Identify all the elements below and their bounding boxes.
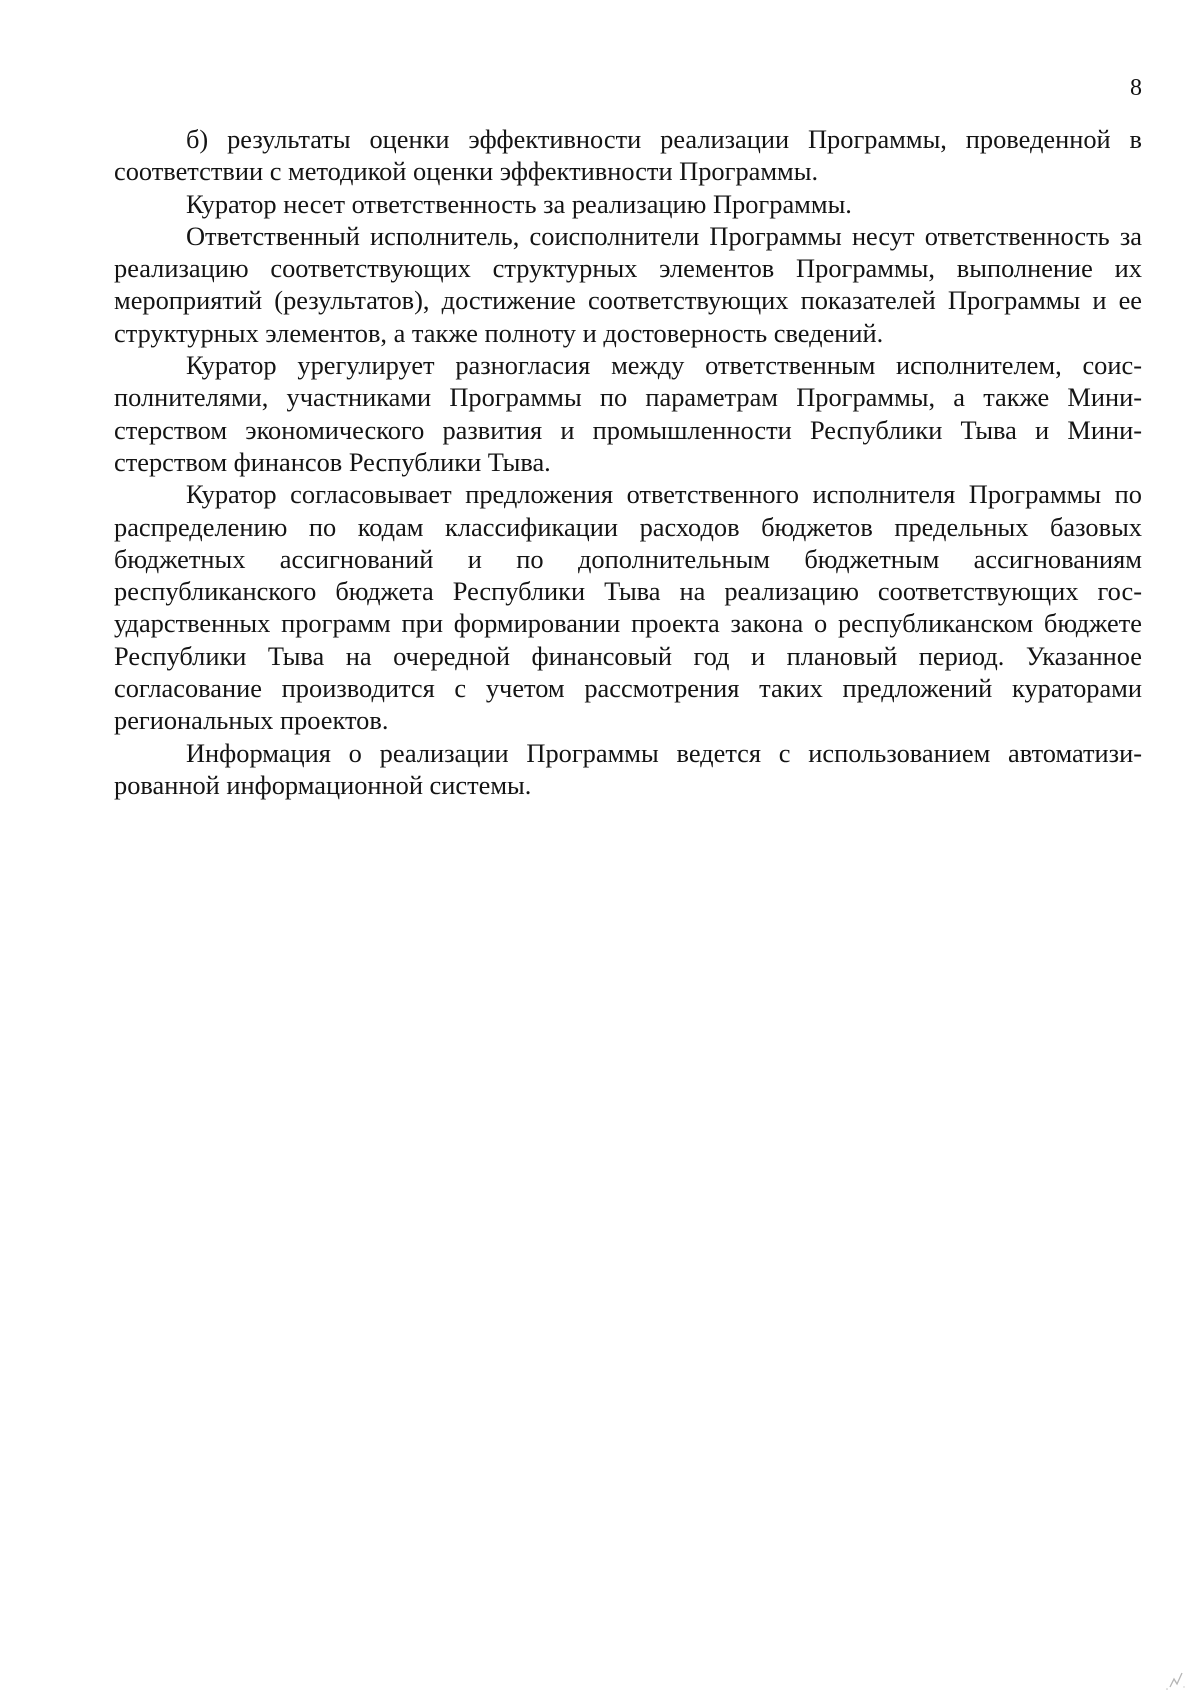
paragraph-curator-budget-approval: Куратор согласовывает предложения ответственного исполнителя Программы по распределению по кодам классификации расходов бюджетов предельных базовых бюджетных ассигнований и по дополнительным бюджетным ассигнованиям республиканского бюджета Республики Тыва на реализацию соответствующих государственных программ при формировании проекта закона о республиканском бюджете Республики Тыва на очередной финансовый год и плановый период. Указанное согласование производится с учетом рассмотрения таких предложений кураторами региональных проектов. (114, 479, 1142, 736)
paragraph-curator-responsibility: Куратор несет ответственность за реализацию Программы. (186, 188, 852, 219)
paragraph-results: б) результаты оценки эффективности реализации Программы, проведенной в соответствии с методикой оценки эффективности Программы. (114, 124, 1142, 187)
document-body (114, 123, 1142, 801)
paragraph-information-system: Информация о реализации Программы ведется с использованием автоматизированной информационной системы. (114, 737, 1142, 800)
paragraph-curator-disagreements: Куратор урегулирует разногласия между ответственным исполнителем, соисполнителями, участниками Программы по параметрам Программы, а также Министерством экономического развития и промышленности Республики Тыва и Министерством финансов Республики Тыва. (114, 350, 1142, 477)
paragraph-executors-responsibility: Ответственный исполнитель, соисполнители Программы несут ответственность за реализацию соответствующих структурных элементов Программы, выполнение их мероприятий (результатов), достижение соответствующих показателей Программы и ее структурных элементов, а также полноту и достоверность сведений. (114, 220, 1142, 348)
scan-mark-icon (1160, 1667, 1188, 1691)
page-number: 8 (1130, 75, 1142, 101)
